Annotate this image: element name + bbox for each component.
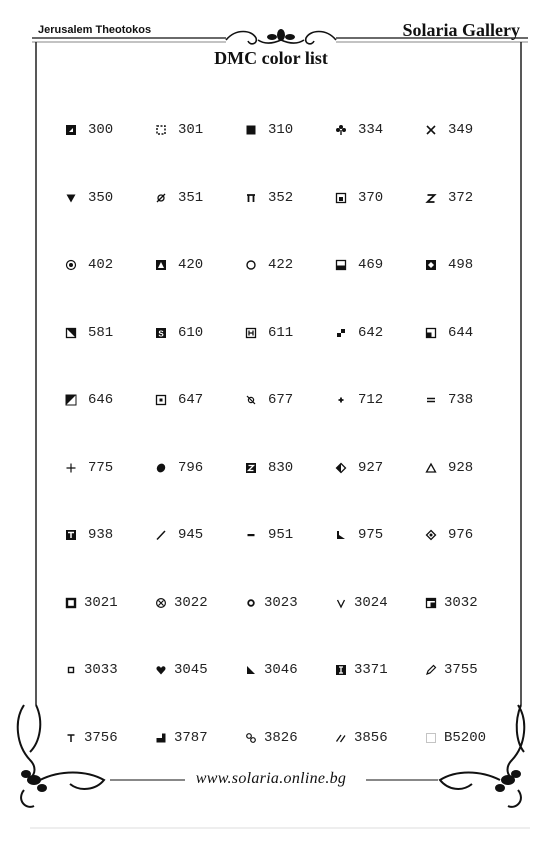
dmc-code: 3046 bbox=[264, 662, 298, 678]
dmc-code: 738 bbox=[448, 392, 474, 408]
steps-icon bbox=[330, 327, 352, 339]
dmc-code: 975 bbox=[358, 527, 384, 543]
bottom-fill-square-icon bbox=[330, 259, 352, 271]
dmc-code: 349 bbox=[448, 122, 474, 138]
half-diamond-icon bbox=[330, 462, 352, 474]
dmc-code: 581 bbox=[88, 324, 114, 341]
half-square-icon bbox=[60, 124, 82, 136]
color-row bbox=[60, 456, 510, 480]
dmc-code: B5200 bbox=[444, 729, 487, 746]
flag-icon bbox=[330, 529, 352, 541]
dmc-code: 3787 bbox=[174, 729, 208, 746]
x-mark-icon bbox=[420, 124, 442, 136]
color-entry bbox=[150, 658, 240, 682]
dmc-code: 372 bbox=[448, 189, 474, 206]
page-title: DMC color list bbox=[214, 48, 328, 68]
letter-z-icon bbox=[420, 192, 442, 204]
color-entry bbox=[330, 388, 420, 412]
dmc-code: 976 bbox=[448, 527, 474, 543]
color-entry bbox=[60, 726, 150, 750]
dmc-code: 334 bbox=[358, 122, 384, 138]
color-entry bbox=[330, 658, 420, 682]
color-grid bbox=[60, 118, 510, 768]
color-entry bbox=[150, 726, 240, 750]
dmc-code: 498 bbox=[448, 257, 474, 273]
clover-icon bbox=[330, 124, 352, 136]
filled-square-icon bbox=[240, 124, 262, 136]
color-entry bbox=[150, 591, 240, 615]
dmc-code: 310 bbox=[268, 122, 294, 138]
oval-icon bbox=[150, 462, 172, 474]
color-entry bbox=[330, 523, 420, 547]
color-entry bbox=[240, 726, 330, 750]
dmc-code: 3045 bbox=[174, 662, 208, 678]
x-circle-icon bbox=[150, 597, 172, 609]
dmc-code: 830 bbox=[268, 459, 294, 476]
linked-circles-icon bbox=[240, 732, 262, 744]
box-triangle-icon bbox=[150, 259, 172, 271]
color-entry bbox=[420, 591, 510, 615]
color-entry bbox=[60, 118, 150, 142]
color-entry bbox=[60, 388, 150, 412]
color-entry bbox=[60, 253, 150, 277]
dmc-code: 469 bbox=[358, 257, 384, 273]
dmc-code: 3024 bbox=[354, 594, 388, 611]
color-entry bbox=[240, 186, 330, 210]
dmc-code: 796 bbox=[178, 459, 204, 476]
dmc-code: 3033 bbox=[84, 662, 118, 678]
bold-square-icon bbox=[60, 597, 82, 609]
diamond-dot-icon bbox=[420, 529, 442, 541]
color-entry bbox=[330, 186, 420, 210]
letter-h-box-icon bbox=[240, 327, 262, 339]
color-entry bbox=[150, 118, 240, 142]
letter-t-box-icon bbox=[60, 529, 82, 541]
dotted-square-icon bbox=[420, 732, 442, 744]
dmc-code: 3856 bbox=[354, 729, 388, 746]
slash-icon bbox=[150, 529, 172, 541]
color-entry bbox=[150, 321, 240, 345]
dmc-code: 301 bbox=[178, 122, 204, 138]
dmc-code: 611 bbox=[268, 324, 294, 341]
color-row bbox=[60, 186, 510, 210]
dmc-code: 610 bbox=[178, 324, 204, 341]
color-row bbox=[60, 321, 510, 345]
corner-triangle-icon bbox=[240, 664, 262, 676]
corner-square-icon bbox=[420, 327, 442, 339]
color-row bbox=[60, 253, 510, 277]
heart-icon bbox=[150, 664, 172, 676]
crossed-circle-small-icon bbox=[240, 394, 262, 406]
dmc-code: 422 bbox=[268, 257, 294, 273]
dmc-code: 677 bbox=[268, 392, 294, 408]
dmc-code: 945 bbox=[178, 527, 204, 543]
pi-icon bbox=[240, 192, 262, 204]
slashed-circle-icon bbox=[150, 192, 172, 204]
color-entry bbox=[240, 388, 330, 412]
dmc-code: 402 bbox=[88, 257, 114, 273]
small-plus-icon bbox=[330, 394, 352, 406]
color-entry bbox=[60, 456, 150, 480]
color-entry bbox=[420, 186, 510, 210]
dmc-code: 351 bbox=[178, 189, 204, 206]
dmc-code: 951 bbox=[268, 527, 294, 543]
letter-s-box-icon bbox=[150, 327, 172, 339]
diag-square-icon bbox=[60, 327, 82, 339]
equals-icon bbox=[420, 394, 442, 406]
color-entry bbox=[240, 523, 330, 547]
color-row bbox=[60, 591, 510, 615]
color-entry bbox=[240, 456, 330, 480]
footer-url: www.solaria.online.bg bbox=[195, 770, 347, 787]
double-slash-icon bbox=[330, 732, 352, 744]
color-entry bbox=[420, 321, 510, 345]
dmc-code: 420 bbox=[178, 257, 204, 273]
square-corner-fill-icon bbox=[420, 597, 442, 609]
dmc-code: 3371 bbox=[354, 662, 388, 678]
dmc-code: 3756 bbox=[84, 729, 118, 746]
color-entry bbox=[330, 321, 420, 345]
color-entry bbox=[60, 658, 150, 682]
color-entry bbox=[60, 523, 150, 547]
diag-fill-square-icon bbox=[60, 394, 82, 406]
letter-i-box-icon bbox=[330, 664, 352, 676]
circle-icon bbox=[240, 259, 262, 271]
down-triangle-icon bbox=[60, 192, 82, 204]
color-entry bbox=[60, 321, 150, 345]
plus-icon bbox=[60, 462, 82, 474]
color-entry bbox=[330, 253, 420, 277]
color-entry bbox=[420, 388, 510, 412]
color-entry bbox=[150, 523, 240, 547]
color-row bbox=[60, 118, 510, 142]
header-right-title: Solaria Gallery bbox=[402, 20, 520, 40]
color-entry bbox=[240, 591, 330, 615]
dash-icon bbox=[240, 529, 262, 541]
pencil-icon bbox=[420, 664, 442, 676]
letter-z-box-icon bbox=[240, 462, 262, 474]
color-entry bbox=[60, 591, 150, 615]
dmc-code: 3021 bbox=[84, 594, 118, 611]
svg-text:S: S bbox=[158, 329, 164, 338]
dmc-code: 938 bbox=[88, 527, 114, 543]
header-left-title: Jerusalem Theotokos bbox=[38, 24, 152, 36]
color-row bbox=[60, 726, 510, 750]
dmc-code: 370 bbox=[358, 189, 384, 206]
square-inner-icon bbox=[330, 192, 352, 204]
color-entry bbox=[420, 726, 510, 750]
dmc-code: 775 bbox=[88, 459, 114, 476]
dmc-code: 927 bbox=[358, 459, 384, 476]
color-entry bbox=[240, 118, 330, 142]
dmc-code: 642 bbox=[358, 324, 384, 341]
dmc-code: 712 bbox=[358, 392, 384, 408]
triangle-icon bbox=[420, 462, 442, 474]
color-entry bbox=[420, 118, 510, 142]
color-entry bbox=[420, 658, 510, 682]
dmc-code: 646 bbox=[88, 392, 114, 408]
color-entry bbox=[330, 118, 420, 142]
color-row bbox=[60, 388, 510, 412]
color-entry bbox=[240, 253, 330, 277]
color-entry bbox=[150, 456, 240, 480]
color-entry bbox=[330, 591, 420, 615]
color-row bbox=[60, 523, 510, 547]
dmc-code: 928 bbox=[448, 459, 474, 476]
letter-t-icon bbox=[60, 732, 82, 744]
color-entry bbox=[240, 658, 330, 682]
dmc-code: 3826 bbox=[264, 729, 298, 746]
color-entry bbox=[60, 186, 150, 210]
letter-v-icon bbox=[330, 597, 352, 609]
color-entry bbox=[330, 726, 420, 750]
color-entry bbox=[420, 253, 510, 277]
dmc-code: 3022 bbox=[174, 594, 208, 611]
tiny-square-icon bbox=[60, 664, 82, 676]
color-row bbox=[60, 658, 510, 682]
dmc-code: 3032 bbox=[444, 594, 478, 611]
color-entry bbox=[150, 388, 240, 412]
dmc-code: 350 bbox=[88, 189, 114, 206]
diamond-in-square-icon bbox=[420, 259, 442, 271]
dmc-code: 647 bbox=[178, 392, 204, 408]
stairs-icon bbox=[150, 732, 172, 744]
dmc-code: 3023 bbox=[264, 594, 298, 611]
small-circle-icon bbox=[240, 597, 262, 609]
dmc-code: 300 bbox=[88, 122, 114, 138]
color-entry bbox=[240, 321, 330, 345]
dmc-code: 644 bbox=[448, 324, 474, 341]
color-entry bbox=[330, 456, 420, 480]
color-entry bbox=[420, 456, 510, 480]
color-entry bbox=[150, 253, 240, 277]
top-flower bbox=[267, 29, 295, 41]
color-entry bbox=[420, 523, 510, 547]
color-entry bbox=[150, 186, 240, 210]
dot-square-icon bbox=[150, 394, 172, 406]
dot-circle-icon bbox=[60, 259, 82, 271]
dmc-code: 3755 bbox=[444, 662, 478, 678]
dmc-code: 352 bbox=[268, 189, 294, 206]
dashed-square-icon bbox=[150, 124, 172, 136]
